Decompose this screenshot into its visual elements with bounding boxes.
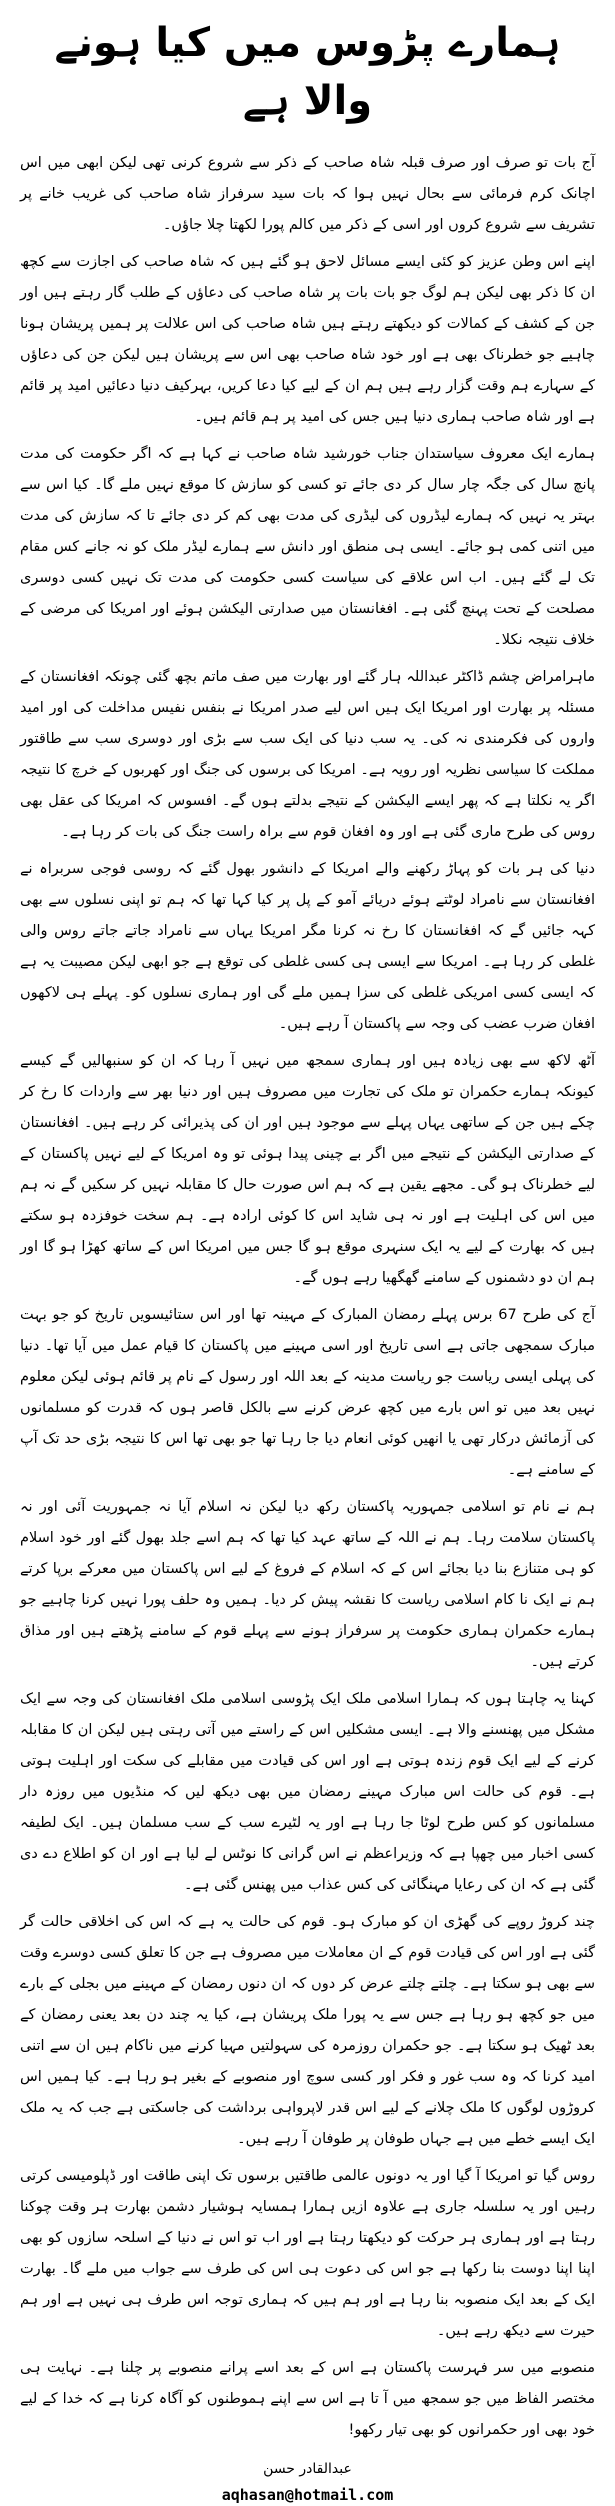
article-paragraph: ماہرامراض چشم ڈاکٹر عبداللہ ہار گئے اور بھارت میں صف ماتم بچھ گئی چونکہ افغانستان کے مسئلہ پر بھارت اور امریکا ایک ہیں اس لیے صدر امریکا نے بنفس نفیس مداخلت کی اور امید واروں کی فکرمندی نہ کی۔ یہ سب دنیا کی ایک سب سے بڑی اور دوسری سب سے طاقتور مملکت کا سیاسی نظریہ اور رویہ ہے۔ امریکا کی برسوں کی جنگ اور کھربوں کے خرچ کا نتیجہ اگر یہ نکلتا ہے کہ پھر ایسے الیکشن کے نتیجے بدلتے ہوں گے۔ افسوس کہ امریکا کی عقل بھی روس کی طرح ماری گئی ہے اور وہ افغان قوم سے براہ راست جنگ کی بات کر رہا ہے۔: [20, 669, 595, 840]
article-paragraph: آج بات تو صرف اور صرف قبلہ شاہ صاحب کے ذکر سے شروع کرنی تھی لیکن ابھی میں اس اچانک کرم فرمائی سے بحال نہیں ہوا کہ بات سید سرفراز شاہ صاحب کی غریب خانے پر تشریف سے شروع کروں اور اسی کے ذکر میں کالم پورا لکھتا چلا جاؤں۔: [20, 155, 595, 233]
article-paragraph: چند کروڑ روپے کی گھڑی ان کو مبارک ہو۔ قوم کی حالت یہ ہے کہ اس کی اخلاقی حالت گر گئی ہے اور اس کی قیادت قوم کے ان معاملات میں مصروف ہے جن کا تعلق کسی دوسرے وقت سے بھی ہو سکتا ہے۔ چلتے چلتے عرض کر دوں کہ ان دنوں رمضان کے مہینے میں بجلی کے بارے میں جو کچھ ہو رہا ہے جس سے یہ پورا ملک پریشان ہے، کیا یہ چند دن بعد یعنی رمضان کے بعد ٹھیک ہو سکتا ہے۔ جو حکمران روزمرہ کی سہولتیں مہیا کرنے میں ناکام ہیں ان سے اتنی امید کرنا کہ وہ سب غور و فکر اور کسی سوچ اور منصوبے کے بغیر ہو رہا ہے۔ کیا ہمیں اس کروڑوں لوگوں کا ملک چلانے کے لیے اس قدر لاپرواہی برداشت کی جاسکتی ہے جب کہ یہ ملک ایک ایسے خطے میں ہے جہاں طوفان پر طوفان آ رہے ہیں۔: [20, 1914, 595, 2147]
article-paragraph: منصوبے میں سر فہرست پاکستان ہے اس کے بعد اسے پرانے منصوبے پر چلنا ہے۔ نہایت ہی مختصر الفاظ میں جو سمجھ میں آ تا ہے اس سے اپنے ہموطنوں کو آگاہ کرنا ہے کہ خدا کے لیے خود بھی اور حکمرانوں کو بھی تیار رکھو!: [20, 2360, 595, 2438]
article-body: [20, 148, 595, 2446]
article-paragraph: آج کی طرح 67 برس پہلے رمضان المبارک کے مہینہ تھا اور اس ستائیسویں تاریخ کو جو بہت مبارک سمجھی جاتی ہے اسی تاریخ اور اسی مہینے میں پاکستان کا قیام عمل میں آیا تھا۔ دنیا کی پہلی ایسی ریاست جو ریاست مدینہ کے بعد اللہ اور رسول کے نام پر قائم ہوئی لیکن معلوم نہیں بعد میں تو اس بارے میں کچھ عرض کرنے سے بالکل قاصر ہوں کہ قدرت کو مسلمانوں کی آزمائش درکار تھی یا انھیں کوئی انعام دیا جا رہا تھا جو بھی تھا اس کا نتیجہ بڑی حد تک آپ کے سامنے ہے۔: [20, 1307, 595, 1478]
article-headline: ہمارے پڑوس میں کیا ہونے والا ہے: [54, 20, 561, 124]
article-paragraph: آٹھ لاکھ سے بھی زیادہ ہیں اور ہماری سمجھ میں نہیں آ رہا کہ ان کو سنبھالیں گے کیسے کیونکہ ہمارے حکمران تو ملک کی تجارت میں مصروف ہیں اور دنیا بھر سے واردات کا رخ کر چکے ہیں جن کے ساتھی یہاں پہلے سے موجود ہیں اور ان کی پذیرائی کر رہے ہیں۔ افغانستان کے صدارتی الیکشن کے نتیجے میں اگر بے چینی پیدا ہوئی تو وہ امریکا کے لیے نہیں پاکستان کے لیے خطرناک ہو گی۔ مجھے یقین ہے کہ ہم اس صورت حال کا مقابلہ نہیں کر سکیں گے نہ ہم میں اس کی اہلیت ہے اور نہ ہی شاید اس کا کوئی ارادہ ہے۔ ہم سخت خوفزدہ ہو سکتے ہیں کہ بھارت کے لیے یہ ایک سنہری موقع ہو گا جس میں امریکا اس کے ساتھ کھڑا ہو گا اور ہم ان دو دشمنوں کے سامنے گھگھیا رہے ہوں گے۔: [20, 1053, 595, 1286]
author-email: aqhasan@hotmail.com: [221, 2486, 394, 2504]
article-paragraph: روس گیا تو امریکا آ گیا اور یہ دونوں عالمی طاقتیں برسوں تک اپنی طاقت اور ڈپلومیسی کرتی رہیں اور یہ سلسلہ جاری ہے علاوہ ازیں ہمارا ہمسایہ ہوشیار دشمن بھارت ہر وقت چوکنا رہتا ہے اور ہماری ہر حرکت کو دیکھتا رہتا ہے اور اب تو اس نے دنیا کے اسلحہ سازوں کو بھی اپنا اپنا دوست بنا رکھا ہے جو اس کی دعوت ہی اس کی طرف سے جواب میں ملے گا۔ بھارت ایک کے بعد ایک منصوبہ بنا رہا ہے اور ہم ہیں کہ ہماری توجہ اس طرف ہی نہیں ہے اور ہم حیرت سے دیکھ رہے ہیں۔: [20, 2168, 595, 2339]
article-paragraph: ہمارے ایک معروف سیاستدان جناب خورشید شاہ صاحب نے کہا ہے کہ اگر حکومت کی مدت پانچ سال کی جگہ چار سال کر دی جائے تو کسی کو سازش کا موقع نہیں ملے گا۔ کیا اس سے بہتر یہ نہیں کہ ہمارے لیڈروں کی لیڈری کی مدت بھی کم کر دی جائے تا کہ سازش کی مدت میں اتنی کمی ہو جائے۔ ایسی ہی منطق اور دانش سے ہمارے لیڈر ملک کو نہ جانے کس مقام تک لے گئے ہیں۔ اب اس علاقے کی سیاست کسی حکومت کی مدت تک نہیں کسی دوسری مصلحت کے تحت پہنچ گئی ہے۔ افغانستان میں صدارتی الیکشن ہوئے اور امریکا کی مرضی کے خلاف نتیجہ نکلا۔: [20, 446, 595, 648]
author-name: عبدالقادر حسن: [263, 2461, 352, 2477]
article-paragraph: کہنا یہ چاہتا ہوں کہ ہمارا اسلامی ملک ایک پڑوسی اسلامی ملک افغانستان کی وجہ سے ایک مشکل میں پھنسنے والا ہے۔ ایسی مشکلیں اس کے راستے میں آتی رہتی ہیں لیکن ان کا مقابلہ کرنے کے لیے ایک قوم زندہ ہوتی ہے اور اس کی قیادت میں مقابلے کی سکت اور اہلیت ہوتی ہے۔ قوم کی حالت اس مبارک مہینے رمضان میں بھی دیکھ لیں کہ منڈیوں میں روزہ دار مسلمانوں کو کس طرح لوٹا جا رہا ہے اور یہ لٹیرے سب کے سب مسلمان ہیں۔ ایک لطیفہ کسی اخبار میں چھپا ہے کہ وزیراعظم نے اس گرانی کا نوٹس لے لیا ہے اور ان کو اطلاع دے دی گئی ہے کہ ان کی رعایا مہنگائی کی کس عذاب میں پھنس گئی ہے۔: [20, 1691, 595, 1893]
article-paragraph: ہم نے نام تو اسلامی جمہوریہ پاکستان رکھ دیا لیکن نہ اسلام آیا نہ جمہوریت آئی اور نہ پاکستان سلامت رہا۔ ہم نے اللہ کے ساتھ عہد کیا تھا کہ ہم اسے جلد بھول گئے اور خود اسلام کو ہی متنازع بنا دیا بجائے اس کے کہ اسلام کے فروغ کے لیے اس پاکستان میں معرکے برپا کرتے ہم نے ایک نا کام اسلامی ریاست کا نقشہ پیش کر دیا۔ ہمیں وہ حلف پورا نہیں کرنا چاہیے جو ہمارے حکمران ہماری حکومت پر سرفراز ہونے سے پہلے قوم کے سامنے پڑھتے ہیں اور مذاق کرتے ہیں۔: [20, 1499, 595, 1670]
article-paragraph: اپنے اس وطن عزیز کو کئی ایسے مسائل لاحق ہو گئے ہیں کہ شاہ صاحب کی اجازت سے کچھ ان کا ذکر بھی لیکن ہم لوگ جو بات بات پر شاہ صاحب کی دعاؤں کے طلب گار رہتے ہیں اور جن کے کشف کے کمالات کو دیکھتے رہتے ہیں شاہ صاحب کی اس علالت پر ہمیں پریشان ہونا چاہیے جو خطرناک بھی ہے اور خود شاہ صاحب بھی اس سے پریشان ہیں لیکن جن کی دعاؤں کے سہارے ہم وقت گزار رہے ہیں ہم ان کے لیے کیا دعا کریں، بہرکیف دنیا دعائیں امید پر قائم ہے اور شاہ صاحب ہماری دنیا ہیں جس کی امید پر ہم قائم ہیں۔: [20, 254, 595, 425]
article-paragraph: دنیا کی ہر بات کو پہاڑ رکھنے والے امریکا کے دانشور بھول گئے کہ روسی فوجی سربراہ نے افغانستان سے نامراد لوٹتے ہوئے دریائے آمو کے پل پر کیا کہا تھا کہ ہم تو اپنی نسلوں سے بھی کہہ جائیں گے کہ افغانستان کا رخ نہ کرنا مگر امریکا یہاں سے نامراد جاتے جاتے روس والی غلطی کر رہا ہے۔ امریکا سے ایسی ہی کسی غلطی کی توقع ہے جو ابھی لیکن مصیبت یہ ہے کہ ایسی کسی امریکی غلطی کی سزا ہمیں ملے گی اور ہماری نسلوں کو۔ پہلے ہی لاکھوں افغان ضرب عضب کی وجہ سے پاکستان آ رہے ہیں۔: [20, 861, 595, 1032]
